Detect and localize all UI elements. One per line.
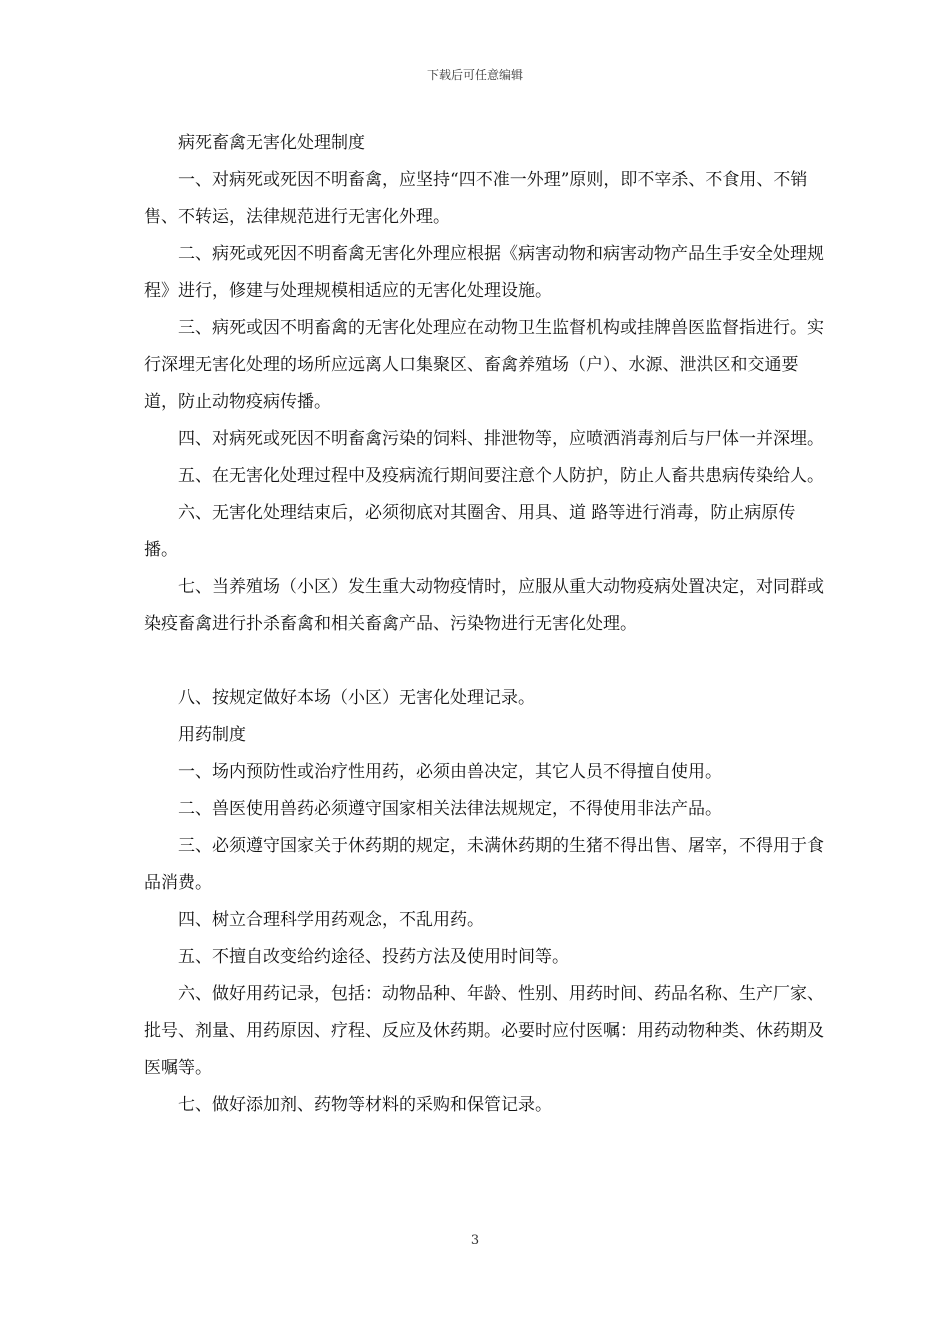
paragraph: 三、病死或因不明畜禽的无害化处理应在动物卫生监督机构或挂牌兽医监督指进行。实行深埋无害化处理的场所应远离人口集聚区、畜禽养殖场（户）、水源、泄洪区和交通要道，防止动物疫病传播。	[144, 318, 824, 412]
paragraph: 四、对病死或死因不明畜禽污染的饲料、排泄物等，应喷洒消毒剂后与尸体一并深埋。	[178, 429, 824, 449]
section-title-harmless-disposal: 病死畜禽无害化处理制度	[178, 133, 365, 153]
paragraph: 一、场内预防性或治疗性用药，必须由兽决定，其它人员不得擅自使用。	[178, 762, 722, 782]
page-number: 3	[470, 1233, 480, 1248]
paragraph: 三、必须遵守国家关于休药期的规定，未满休药期的生猪不得出售、屠宰，不得用于食品消费。	[144, 836, 824, 893]
section-title-medication: 用药制度	[178, 725, 246, 745]
paragraph: 五、在无害化处理过程中及疫病流行期间要注意个人防护，防止人畜共患病传染给人。	[178, 466, 824, 486]
paragraph: 六、做好用药记录，包括：动物品种、年龄、性别、用药时间、药品名称、生产厂家、批号、剂量、用药原因、疗程、反应及休药期。必要时应付医嘱：用药动物种类、休药期及医嘱等。	[144, 984, 824, 1078]
paragraph: 七、做好添加剂、药物等材料的采购和保管记录。	[178, 1095, 552, 1115]
paragraph: 四、树立合理科学用药观念，不乱用药。	[178, 910, 484, 930]
paragraph: 一、对病死或死因不明畜禽，应坚持“四不准一外理”原则，即不宰杀、不食用、不销售、不转运，法律规范进行无害化外理。	[144, 170, 808, 227]
paragraph: 五、不擅自改变给约途径、投药方法及使用时间等。	[178, 947, 569, 967]
paragraph: 六、无害化处理结束后，必须彻底对其圈舍、用具、道 路等进行消毒，防止病原传播。	[144, 503, 796, 560]
paragraph: 八、按规定做好本场（小区）无害化处理记录。	[178, 688, 535, 708]
document-body	[144, 125, 824, 1124]
paragraph: 二、兽医使用兽药必须遵守国家相关法律法规规定，不得使用非法产品。	[178, 799, 722, 819]
paragraph: 七、当养殖场（小区）发生重大动物疫情时，应服从重大动物疫病处置决定，对同群或染疫畜禽进行扑杀畜禽和相关畜禽产品、污染物进行无害化处理。	[144, 577, 824, 634]
paragraph: 二、病死或死因不明畜禽无害化外理应根据《病害动物和病害动物产品生手安全处理规程》进行，修建与处理规模相适应的无害化处理设施。	[144, 244, 824, 301]
paragraph-spacer	[144, 643, 824, 680]
page-header: 下载后可任意编辑	[426, 68, 523, 82]
